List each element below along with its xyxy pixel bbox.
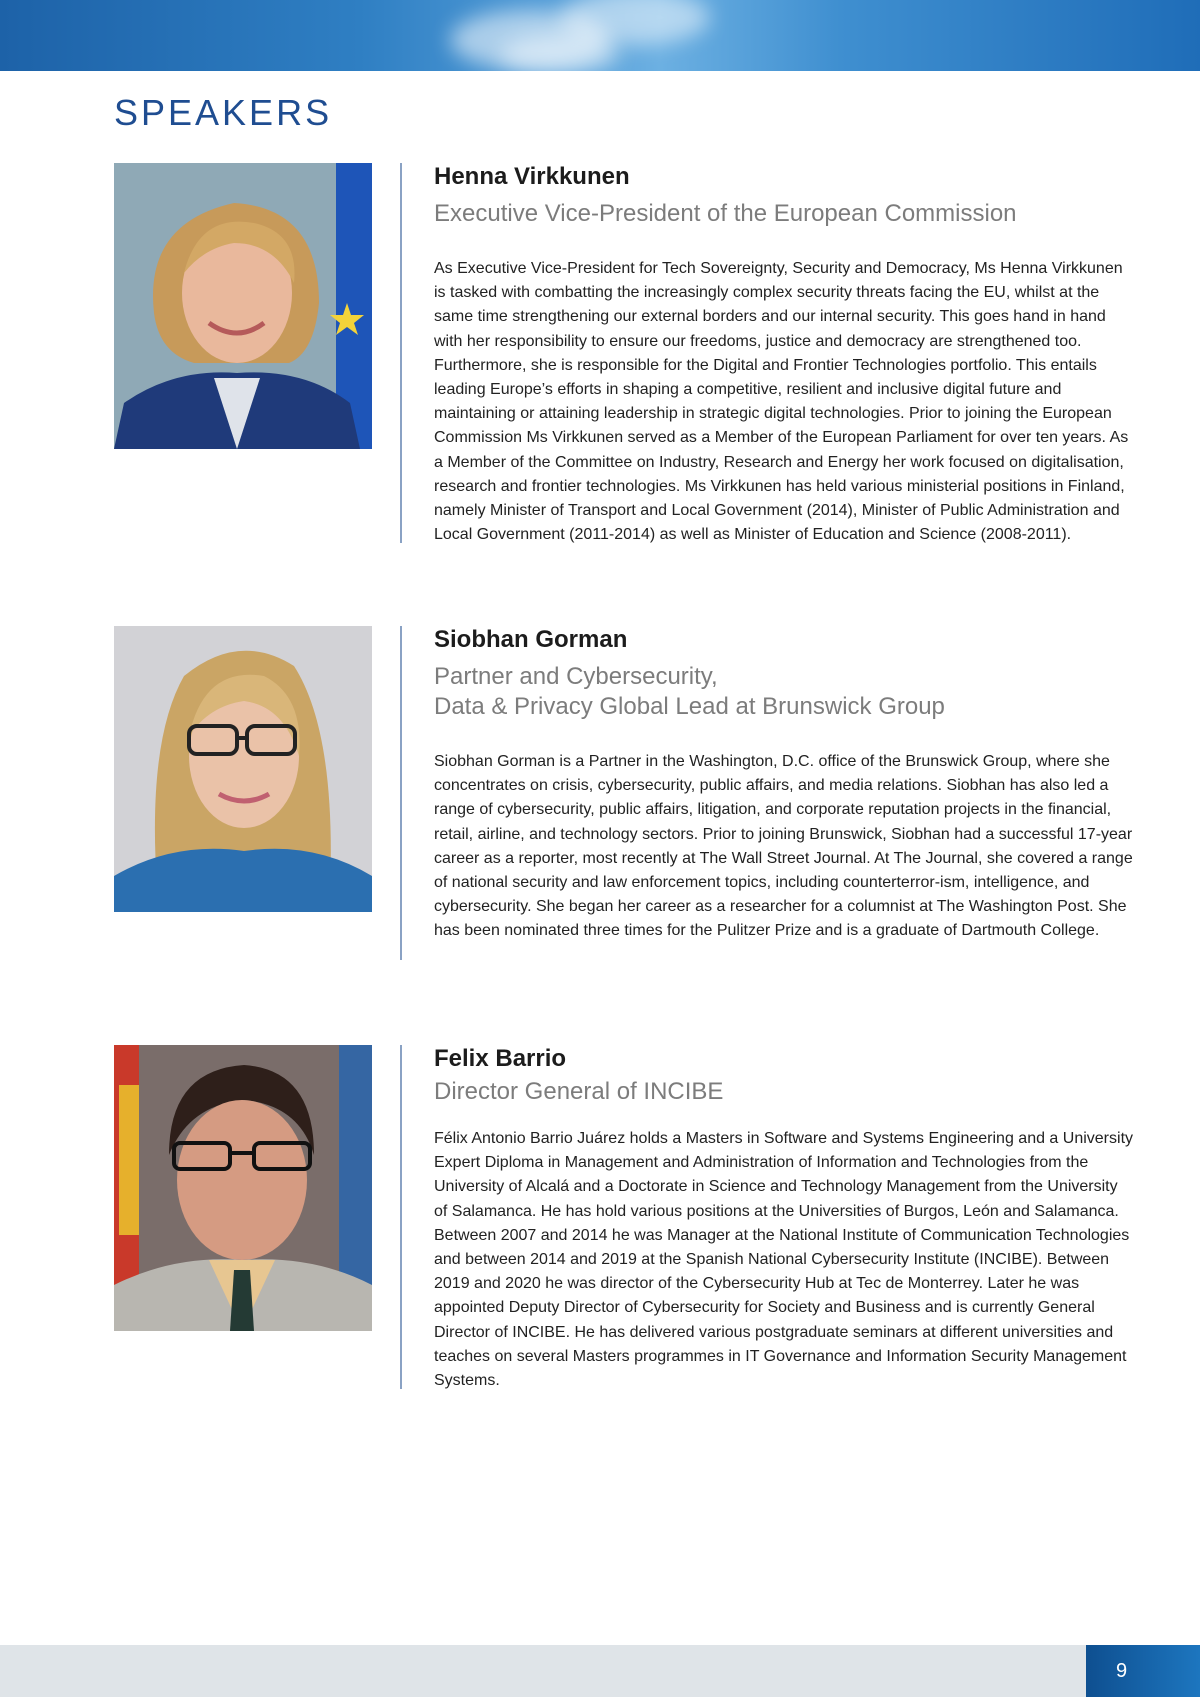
vertical-divider [400,163,402,543]
vertical-divider [400,1045,402,1389]
speaker-photo [114,1045,372,1331]
speaker-role-line: Executive Vice-President of the European Commission [434,200,1017,227]
speaker-bio: As Executive Vice-President for Tech Sovereignty, Security and Democracy, Ms Henna Virkkunen is tasked with combatting the increasingly complex security threats facing the EU, whilst at the same time strengthening our external borders and our internal security. This goes hand in hand with her responsibility to ensure our freedoms, justice and democracy are strengthened too. Furthermore, she is responsible for the Digital and Frontier Technologies portfolio. This entails leading Europe’s efforts in shaping a competitive, resilient and inclusive digital future and maintaining or attaining leadership in strategic digital technologies. Prior to joining the European Commission Ms Virkkunen served as a Member of the European Parliament for over ten years. As a Member of the Committee on Industry, Research and Energy her work focused on digitalisation, research and frontier technologies. Ms Virkkunen has held various ministerial positions in Finland, namely Minister of Transport and Local Government (2014), Minister of Public Administration and Local Government (2011-2014) as well as Minister of Education and Science (2008-2011). [434,260,1129,544]
speaker-info [434,163,1134,547]
footer-bar [0,1645,1200,1697]
speaker-role [434,1077,1134,1107]
speaker-card [114,163,1134,543]
speaker-name: Siobhan Gorman [434,626,628,653]
speaker-bio: Siobhan Gorman is a Partner in the Washington, D.C. office of the Brunswick Group, where she concentrates on crisis, cybersecurity, public affairs, and media relations. Siobhan has also led a range of cybersecurity, public affairs, litigation, and corporate reputation projects in the financial, retail, airline, and technology sectors. Prior to joining Brunswick, Siobhan had a successful 17-year career as a reporter, most recently at The Wall Street Journal. At The Journal, she covered a range of national security and law enforcement topics, including counterterror-ism, intelligence, and cybersecurity. She began her career as a researcher for a columnist at The Washington Post. She has been nominated three times for the Pulitzer Prize and is a graduate of Dartmouth College. [434,753,1133,940]
speaker-role [434,199,1134,229]
speaker-name: Felix Barrio [434,1045,567,1072]
speaker-photo [114,626,372,912]
speaker-info [434,1045,1134,1393]
speaker-bio: Félix Antonio Barrio Juárez holds a Masters in Software and Systems Engineering and a University Expert Diploma in Management and Administration of Information and Technologies from the University of Alcalá and a Doctorate in Science and Technology Management from the University of Salamanca. He has hold various positions at the Universities of Burgos, León and Salamanca. Between 2007 and 2014 he was Manager at the National Institute of Communication Technologies and between 2014 and 2019 at the Spanish National Cybersecurity Institute (INCIBE). Between 2019 and 2020 he was director of the Cybersecurity Hub at Tec de Monterrey. Later he was appointed Deputy Director of Cybersecurity for Society and Business and is currently General Director of INCIBE. He has delivered various postgraduate seminars at different universities and teaches on several Masters programmes in IT Governance and Information Security Management Systems. [434,1130,1134,1390]
header-sky-banner [0,0,1200,71]
speaker-card [114,626,1134,960]
speaker-info [434,626,1134,944]
speaker-card [114,1045,1134,1389]
speaker-photo [114,163,372,449]
speaker-role-line: Data & Privacy Global Lead at Brunswick Group [434,693,945,720]
speaker-role [434,662,1134,722]
speaker-role-line: Partner and Cybersecurity, [434,663,718,690]
speaker-name: Henna Virkkunen [434,163,630,190]
speaker-role-line: Director General of INCIBE [434,1078,724,1105]
cloud-shape [500,35,620,71]
section-title: SPEAKERS [114,92,333,133]
page-number: 9 [1086,1645,1200,1697]
vertical-divider [400,626,402,960]
